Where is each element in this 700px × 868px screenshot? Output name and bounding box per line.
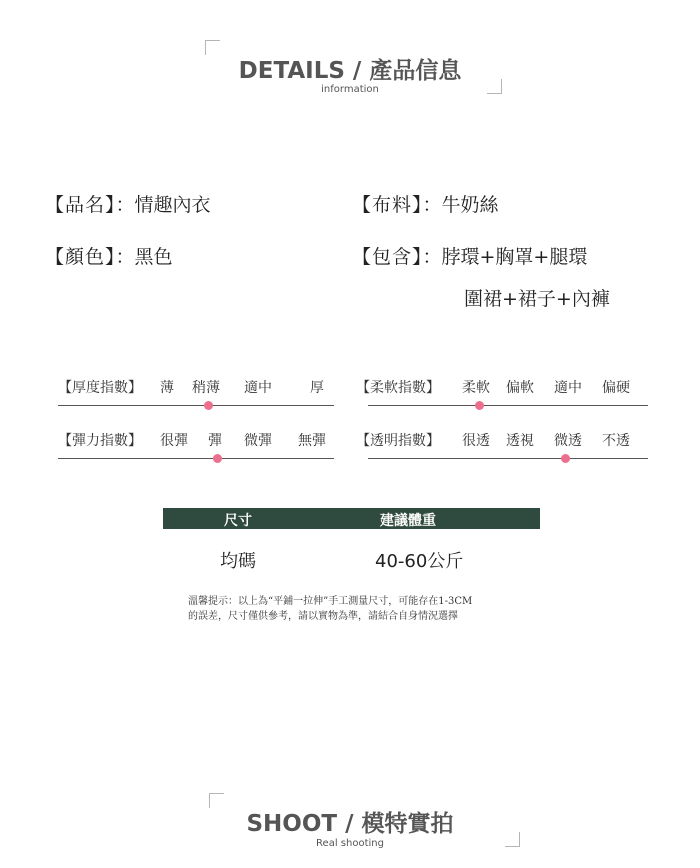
shoot-subtitle: Real shooting	[316, 838, 384, 849]
scale-option: 微透	[554, 433, 582, 449]
size-table-header	[163, 508, 540, 529]
scale-option: 適中	[554, 380, 582, 396]
scale-line	[368, 458, 648, 459]
detail-label: 【包含】	[352, 246, 423, 268]
scale-option: 很透	[462, 433, 490, 449]
scale-option: 不透	[602, 433, 630, 449]
scale-option: 偏硬	[602, 380, 630, 396]
scale-line	[58, 458, 334, 459]
scale-line	[58, 405, 334, 406]
scale-option: 柔軟	[462, 380, 490, 396]
scale-label: 【柔軟指數】	[356, 380, 440, 396]
detail-value: ：脖環+胸罩+腿環	[422, 246, 588, 268]
transparency-index	[356, 430, 648, 490]
scale-label: 【彈力指數】	[58, 433, 142, 449]
detail-includes-line2: 圍裙+裙子+內褲	[464, 288, 610, 310]
scale-line	[368, 405, 648, 406]
details-title: DETAILS / 產品信息	[238, 58, 462, 84]
detail-fabric	[352, 190, 499, 217]
scale-option: 很彈	[160, 433, 188, 449]
detail-value: ：黑色	[115, 246, 173, 268]
detail-includes	[352, 242, 587, 269]
detail-label: 【顏色】	[45, 246, 116, 268]
detail-color	[45, 242, 173, 269]
size-value: 均碼	[220, 551, 256, 572]
measurement-note-line2: 的誤差，尺寸僅供參考，請以實物為準，請結合自身情況選擇	[188, 611, 458, 622]
softness-index	[356, 377, 648, 437]
detail-name	[45, 190, 211, 217]
scale-option: 無彈	[298, 433, 326, 449]
size-column-header: 尺寸	[224, 513, 252, 529]
scale-option: 厚	[310, 380, 324, 396]
scale-option: 薄	[160, 380, 174, 396]
elasticity-index	[58, 430, 334, 490]
scale-label: 【厚度指數】	[58, 380, 142, 396]
detail-value: ：牛奶絲	[422, 194, 499, 216]
weight-column-header: 建議體重	[380, 513, 436, 529]
scale-indicator-dot	[204, 401, 213, 410]
weight-value: 40-60公斤	[375, 551, 464, 572]
scale-option: 彈	[208, 433, 222, 449]
scale-option: 微彈	[244, 433, 272, 449]
shoot-title: SHOOT / 模特實拍	[246, 811, 454, 837]
scale-option: 偏軟	[506, 380, 534, 396]
scale-indicator-dot	[475, 401, 484, 410]
detail-label: 【品名】	[45, 194, 116, 216]
scale-option: 透視	[506, 433, 534, 449]
scale-label: 【透明指數】	[356, 433, 440, 449]
scale-option: 稍薄	[192, 380, 220, 396]
detail-label: 【布料】	[352, 194, 423, 216]
detail-value: ：情趣內衣	[115, 194, 211, 216]
scale-indicator-dot	[213, 454, 222, 463]
measurement-note-line1: 溫馨提示：以上為“平鋪一拉伸”手工測量尺寸，可能存在1-3CM	[188, 596, 473, 607]
thickness-index	[58, 377, 334, 437]
details-subtitle: information	[321, 84, 379, 95]
scale-option: 適中	[244, 380, 272, 396]
scale-indicator-dot	[561, 454, 570, 463]
